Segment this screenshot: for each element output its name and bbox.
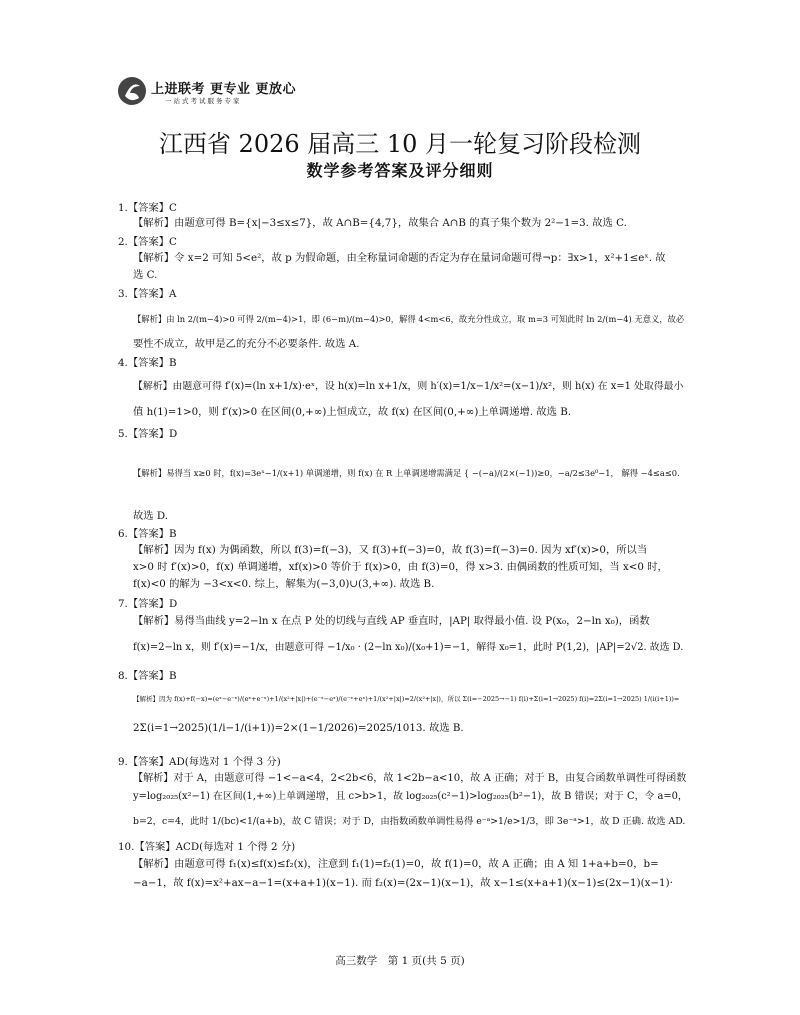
logo-swirl-icon <box>117 76 147 106</box>
brand-name: 上进联考 更专业 更放心 <box>151 82 297 97</box>
answer-line: 【解析】令 x=2 可知 5<e²，故 p 为假命题，由全称量词命题的否定为存在量词命题可得¬p：∃x>1，x²+1≤eˣ. 故 <box>133 252 666 264</box>
answer-line: 3.【答案】A <box>118 288 177 300</box>
answer-line: 7.【答案】D <box>118 598 178 610</box>
answer-line: 10.【答案】ACD(每选对 1 个得 2 分) <box>118 841 296 853</box>
answer-line: y=log₂₀₂₅(x²−1) 在区间(1,+∞)上单调递增，且 c>b>1，故 log₂₀₂₅(c²−1)>log₂₀₂₅(b²−1)，故 B 错误；对于 C，令 a=0， <box>133 791 688 802</box>
answer-line: 故选 D. <box>133 510 169 522</box>
answer-line: 【解析】因为 f(x)+f(−x)=(eˣ−e⁻ˣ)/(eˣ+e⁻ˣ)+1/(x²+|x|)+(e⁻ˣ−eˣ)/(e⁻ˣ+eˣ)+1/(x²+|x|)=2/(x²+|x|)，所以 Σ(i=−2025→−1) f(i)+Σ(i=1→2025) f(i)=2Σ(i=1→2025) 1/(i(i+1))= <box>133 695 680 703</box>
answer-line: 【解析】对于 A，由题意可得 −1<−a<4，2<2b<6，故 1<2b−a<10，故 A 正确；对于 B，由复合函数单调性可得函数 <box>133 773 687 784</box>
answer-line: 2.【答案】C <box>118 236 177 248</box>
brand-logo <box>117 76 297 108</box>
answer-line: f(x)=2−ln x，则 f′(x)=−1/x，由题意可得 −1/x₀ · (2−ln x₀)/(x₀+1)=−1，解得 x₀=1，此时 P(1,2)，|AP|=2√2. 故选 D. <box>133 642 684 653</box>
answer-line: 4.【答案】B <box>118 357 177 369</box>
answer-line: 8.【答案】B <box>118 670 177 682</box>
answer-line: −a−1，故 f(x)=x²+ax−a−1=(x+a+1)(x−1). 而 f₂(x)=(2x−1)(x−1)，故 x−1≤(x+a+1)(x−1)≤(2x−1)(x−1)· <box>133 877 673 889</box>
page-footer: 高三数学 第 1 页(共 5 页) <box>335 955 465 967</box>
answer-line: b=2，c=4，此时 1/(bc)<1/(a+b)，故 C 错误；对于 D，由指数函数单调性易得 e⁻ᵃ>1/e>1/3，即 3e⁻ᵃ>1，故 D 正确. 故选 AD. <box>133 816 686 827</box>
answer-line: f(x)<0 的解为 −3<x<0. 综上，解集为(−3,0)∪(3,+∞). 故选 B. <box>133 578 435 590</box>
answer-line: 5.【答案】D <box>118 428 178 440</box>
answer-line: 值 h(1)=1>0，则 f′(x)>0 在区间(0,+∞)上恒成立，故 f(x) 在区间(0,+∞)上单调递增. 故选 B. <box>133 406 572 418</box>
answer-line: 【解析】易得当 x≥0 时，f(x)=3eˣ−1/(x+1) 单调递增，则 f(x) 在 R 上单调递增需满足 { −(−a)/(2×(−1))≥0，−a/2≤3e⁰−1， 解得 −4≤a≤0. <box>133 468 680 478</box>
answer-line: 【解析】因为 f(x) 为偶函数，所以 f(3)=f(−3)，又 f(3)+f(−3)=0，故 f(3)=f(−3)=0. 因为 xf′(x)>0，所以当 <box>133 544 648 556</box>
answer-line: 【解析】由题意可得 f′(x)=(ln x+1/x)·eˣ，设 h(x)=ln x+1/x，则 h′(x)=1/x−1/x²=(x−1)/x²，则 h(x) 在 x=1 处取得最小 <box>133 381 684 392</box>
answer-line: 1.【答案】C <box>118 202 177 214</box>
answer-line: 9.【答案】AD(每选对 1 个得 3 分) <box>118 756 281 768</box>
answer-line: 2Σ(i=1→2025)(1/i−1/(i+1))=2×(1−1/2026)=2025/1013. 故选 B. <box>133 722 464 734</box>
answer-line: 【解析】由 ln 2/(m−4)>0 可得 2/(m−4)>1，即 (6−m)/(m−4)>0，解得 4<m<6，故充分性成立，取 m=3 可知此时 ln 2/(m−4) 无意义，故必 <box>133 314 685 324</box>
document-subtitle: 数学参考答案及评分细则 <box>306 161 494 180</box>
document-title: 江西省 2026 届高三 10 月一轮复习阶段检测 <box>158 130 642 158</box>
brand-tagline: 一站式考试服务专家 <box>165 97 242 105</box>
answer-line: 【解析】易得当曲线 y=2−ln x 在点 P 处的切线与直线 AP 垂直时，|AP| 取得最小值. 设 P(x₀，2−ln x₀)，函数 <box>133 615 650 627</box>
answer-line: 6.【答案】B <box>118 528 177 540</box>
answer-line: 【解析】由题意可得 f₁(x)≤f(x)≤f₂(x)，注意到 f₁(1)=f₂(1)=0，故 f(1)=0，故 A 正确；由 A 知 1+a+b=0，b= <box>133 858 659 870</box>
answer-line: 要性不成立，故甲是乙的充分不必要条件. 故选 A. <box>133 338 360 350</box>
answer-line: 选 C. <box>133 269 158 281</box>
answer-line: 【解析】由题意可得 B={x|−3≤x≤7}，故 A∩B={4,7}，故集合 A∩B 的真子集个数为 2²−1=3. 故选 C. <box>133 217 627 229</box>
answer-line: x>0 时 f′(x)>0，f(x) 单调递增，xf(x)>0 等价于 f(x)>0，由 f(3)=0，得 x>3. 由偶函数的性质可知，当 x<0 时， <box>133 561 668 573</box>
